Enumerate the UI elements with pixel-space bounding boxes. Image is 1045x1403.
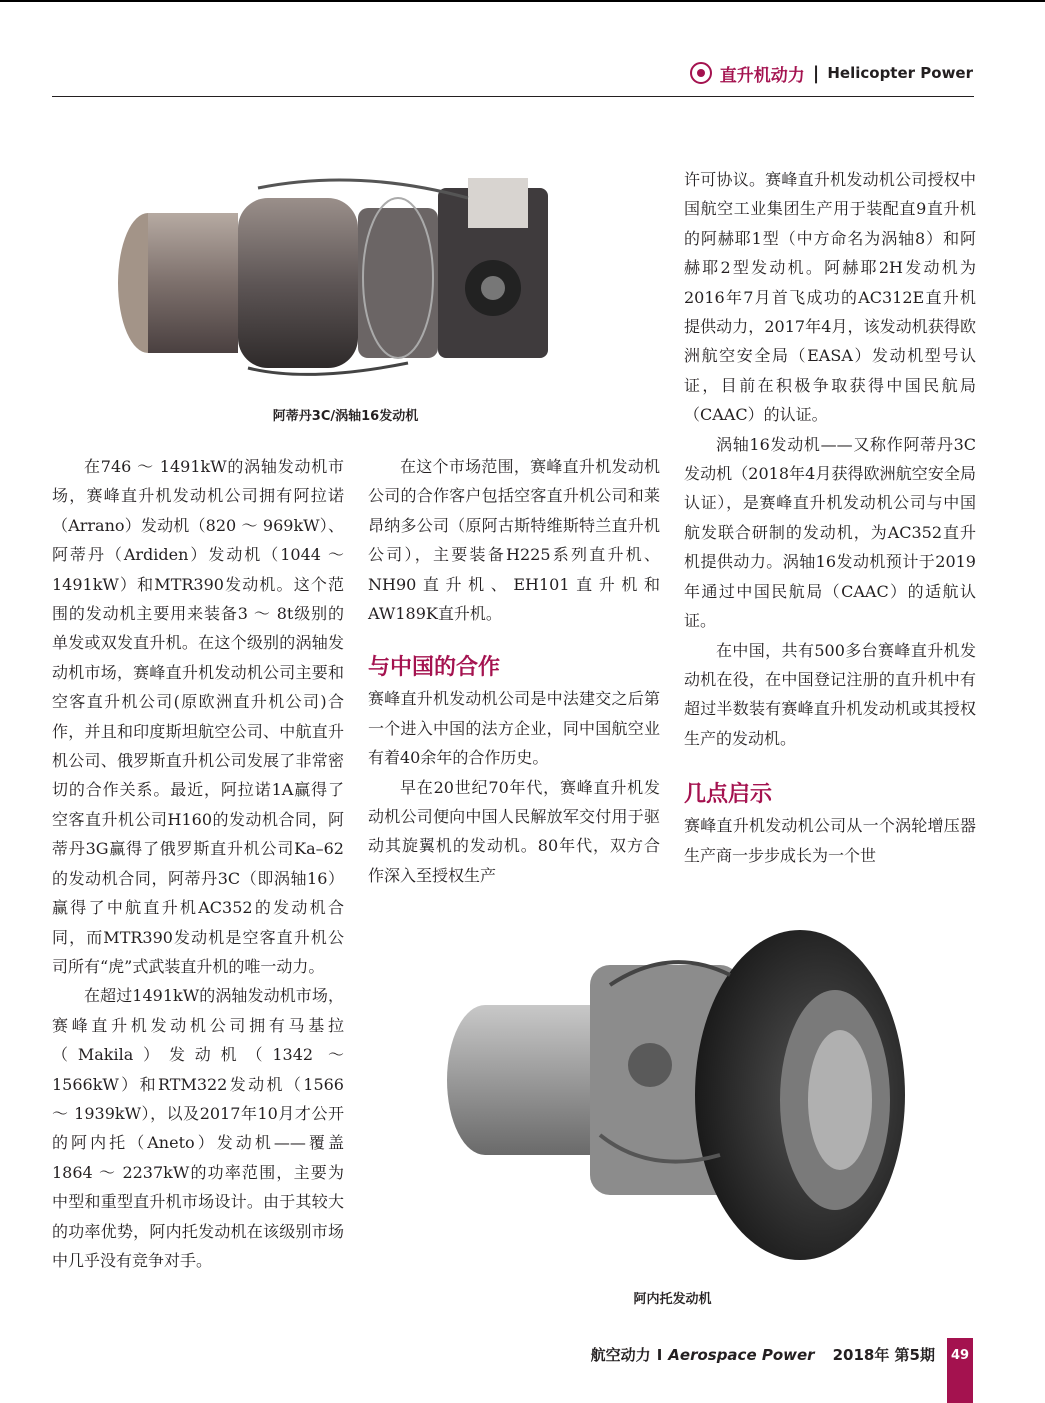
text-column-1 (52, 452, 344, 1275)
aneto-engine-photo (440, 925, 905, 1265)
section-heading: 几点启示 (684, 782, 773, 808)
header-section-title: 直升机动力 (719, 65, 805, 86)
section-heading: 与中国的合作 (368, 655, 501, 681)
page-footer (591, 1344, 935, 1365)
header-separator: | (812, 62, 820, 84)
page-number: 49 (947, 1338, 973, 1403)
text-column-2 (368, 452, 660, 890)
paragraph: 在中国，共有500多台赛峰直升机发动机在役，在中国登记注册的直升机中有超过半数装有赛峰直升机发动机或其授权生产的发动机。 (684, 640, 976, 748)
header-section-title-en: Helicopter Power (827, 64, 973, 82)
footer-journal-title-en: Aerospace Power (668, 1345, 815, 1364)
journal-logo-icon (690, 62, 712, 84)
top-border-line (0, 0, 1045, 2)
paragraph: 在这个市场范围，赛峰直升机发动机公司的合作客户包括空客直升机公司和莱昂纳多公司（原阿古斯特维斯特兰直升机公司），主要装备H225系列直升机、NH90直升机、EH101直升机和AW189K直升机。 (368, 457, 660, 624)
paragraph: 在超过1491kW的涡轴发动机市场，赛峰直升机发动机公司拥有马基拉（Makila）发动机（1342 ～ 1566kW）和RTM322发动机（1566 ～ 1939kW），以及2017年10月才公开的阿内托（Aneto）发动机——覆盖1864 ～ 2237kW的功率范围，主要为中型和重型直升机市场设计。由于其较大的功率优势，阿内托发动机在该级别市场中几乎没有竞争对手。 (52, 986, 344, 1270)
footer-separator: I (656, 1345, 663, 1364)
footer-journal-title: 航空动力 (590, 1346, 651, 1364)
figure1-caption: 阿蒂丹3C/涡轴16发动机 (272, 409, 419, 424)
header-rule (52, 96, 974, 97)
ardiden-3c-engine-photo (108, 168, 583, 388)
paragraph: 赛峰直升机发动机公司从一个涡轮增压器生产商一步步成长为一个世 (684, 816, 976, 865)
paragraph: 赛峰直升机发动机公司是中法建交之后第一个进入中国的法方企业，同中国航空业有着40余年的合作历史。 (368, 689, 660, 768)
paragraph: 涡轴16发动机——又称作阿蒂丹3C发动机（2018年4月获得欧洲航空安全局认证），是赛峰直升机发动机公司与中国航发联合研制的发动机，为AC352直升机提供动力。涡轴16发动机预计于2019年通过中国民航局（CAAC）的适航认证。 (684, 434, 976, 631)
page-header (690, 60, 973, 86)
figure2-caption: 阿内托发动机 (633, 1292, 712, 1307)
paragraph: 许可协议。赛峰直升机发动机公司授权中国航空工业集团生产用于装配直9直升机的阿赫耶1型（中方命名为涡轴8）和阿赫耶2型发动机。阿赫耶2H发动机为2016年7月首飞成功的AC312E直升机提供动力，2017年4月，该发动机获得欧洲航空安全局（EASA）发动机型号认证，目前在积极争取获得中国民航局（CAAC）的认证。 (684, 170, 976, 425)
paragraph: 在746 ～ 1491kW的涡轴发动机市场，赛峰直升机发动机公司拥有阿拉诺（Arrano）发动机（820 ～ 969kW）、阿蒂丹（Ardiden）发动机（1044 ～ 1491kW）和MTR390发动机。这个范围的发动机主要用来装备3 ～ 8t级别的单发或双发直升机。在这个级别的涡轴发动机市场，赛峰直升机发动机公司主要和空客直升机公司(原欧洲直升机公司)合作，并且和印度斯坦航空公司、中航直升机公司、俄罗斯直升机公司发展了非常密切的合作关系。最近，阿拉诺1A赢得了空客直升机公司H160的发动机合同，阿蒂丹3G赢得了俄罗斯直升机公司Ka–62的发动机合同，阿蒂丹3C（即涡轴16）赢得了中航直升机AC352的发动机合同，而MTR390发动机是空客直升机公司所有“虎”式武装直升机的唯一动力。 (52, 457, 344, 976)
paragraph: 早在20世纪70年代，赛峰直升机发动机公司便向中国人民解放军交付用于驱动其旋翼机的发动机。80年代，双方合作深入至授权生产 (368, 777, 660, 885)
footer-issue: 2018年 第5期 (832, 1346, 935, 1364)
text-column-3 (684, 165, 976, 870)
